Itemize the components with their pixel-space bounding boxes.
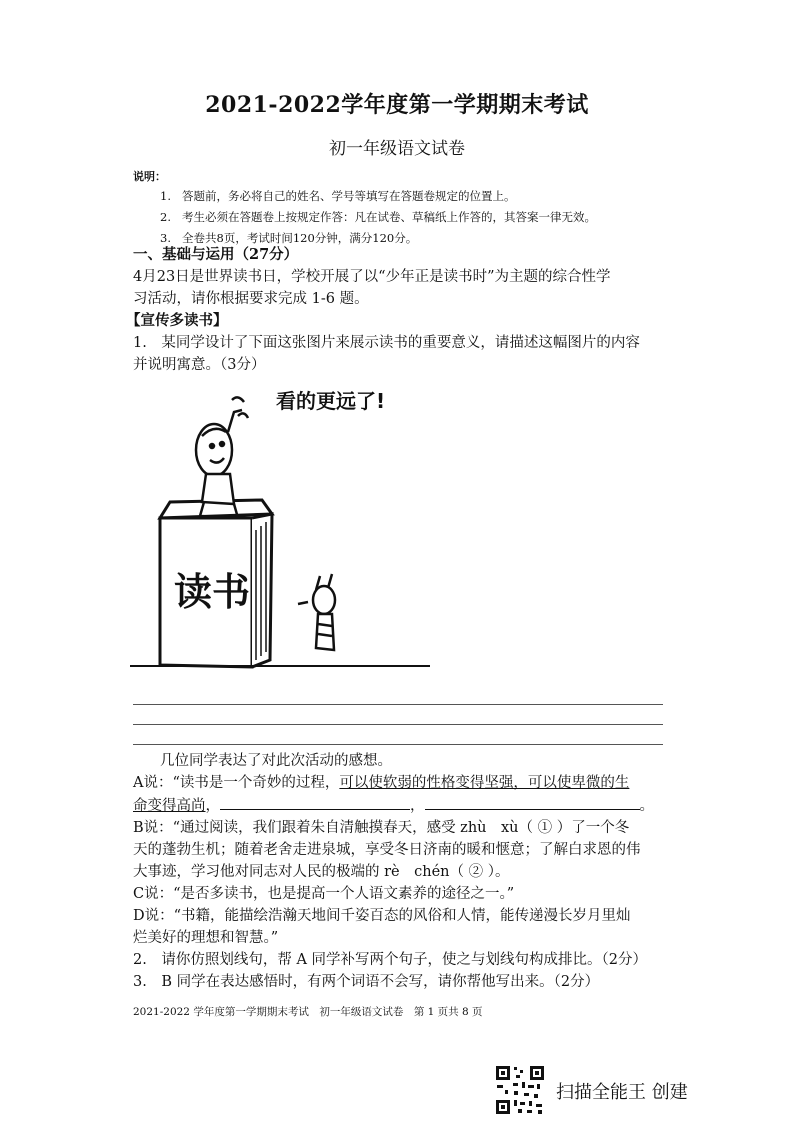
book-label: 读书 <box>174 570 251 614</box>
answer-line[interactable] <box>133 704 663 705</box>
page-footer: 2021-2022 学年度第一学期期末考试 初一年级语文试卷 第 1 页共 8 页 <box>133 1006 483 1018</box>
question-1-line-1: 1. 某同学设计了下面这张图片来展示读书的重要意义，请描述这幅图片的内容 <box>133 335 640 351</box>
note-text: 考生必须在答题卷上按规定作答：凡在试卷、草稿纸上作答的，其答案一律无效。 <box>182 210 596 224</box>
note-item <box>160 209 596 225</box>
student-c-line: C说：“是否多读书，也是提高一个人语文素养的途径之一。” <box>133 886 515 902</box>
student-a-line-2 <box>133 794 654 815</box>
notes-label: 说明： <box>133 170 166 183</box>
student-b-line-1: B说：“通过阅读，我们跟着朱自清触摸春天，感受 zhù xù（ ① ）了一个冬 <box>133 820 630 836</box>
intro-line-2: 习活动，请你根据要求完成 1-6 题。 <box>133 291 369 307</box>
section-heading: 一、基础与运用（27分） <box>133 246 299 263</box>
student-b-line-2: 天的蓬勃生机；随着老舍走进泉城，享受冬日济南的暖和惬意；了解白求恩的伟 <box>133 842 641 858</box>
student-b-line-3: 大事迹，学习他对同志对人民的极端的 rè chén（ ② ）。 <box>133 864 510 880</box>
fill-blank-2[interactable] <box>425 795 640 810</box>
student-a-line-1 <box>133 771 629 792</box>
exam-title: 2021-2022学年度第一学期期末考试 <box>205 92 589 118</box>
discussion-intro: 几位同学表达了对此次活动的感想。 <box>160 753 392 769</box>
answer-line[interactable] <box>133 744 663 745</box>
question-3: 3. B 同学在表达感悟时，有两个词语不会写，请你帮他写出来。（2分） <box>133 974 600 990</box>
note-text: 全卷共8页，考试时间120分钟，满分120分。 <box>182 231 418 245</box>
student-d-line-2: 烂美好的理想和智慧。” <box>133 930 279 946</box>
fill-blank-1[interactable] <box>220 795 410 810</box>
qr-code-icon <box>494 1064 546 1116</box>
exam-subtitle: 初一年级语文试卷 <box>329 139 465 159</box>
note-item <box>160 188 516 204</box>
question-2: 2. 请你仿照划线句，帮 A 同学补写两个句子，使之与划线句构成排比。（2分） <box>133 952 647 968</box>
note-number: 3. <box>160 231 171 245</box>
punctuation: ， <box>410 798 425 814</box>
small-boy <box>298 574 335 650</box>
note-number: 1. <box>160 189 171 203</box>
student-d-line-1: D说：“书籍，能描绘浩瀚天地间千姿百态的风俗和人情，能传递漫长岁月里灿 <box>133 908 631 924</box>
subheading: 【宣传多读书】 <box>126 312 228 329</box>
answer-line[interactable] <box>133 724 663 725</box>
cartoon-caption: 看的更远了! <box>276 389 386 413</box>
student-a-underlined: 可以使软弱的性格变得坚强，可以使卑微的生 <box>339 775 630 791</box>
punctuation: 。 <box>639 798 654 814</box>
note-text: 答题前，务必将自己的姓名、学号等填写在答题卷规定的位置上。 <box>182 189 516 203</box>
student-a-prefix: A说：“读书是一个奇妙的过程， <box>133 775 340 791</box>
scanner-watermark: 扫描全能王 创建 <box>556 1082 688 1103</box>
student-a-underlined-end: 命变得高尚 <box>133 798 206 814</box>
question-1-line-2: 并说明寓意。（3分） <box>133 357 266 373</box>
intro-line-1: 4月23日是世界读书日，学校开展了以“少年正是读书时”为主题的综合性学 <box>133 269 611 285</box>
punctuation: ， <box>205 798 220 814</box>
reading-cartoon <box>130 380 550 680</box>
note-number: 2. <box>160 210 171 224</box>
